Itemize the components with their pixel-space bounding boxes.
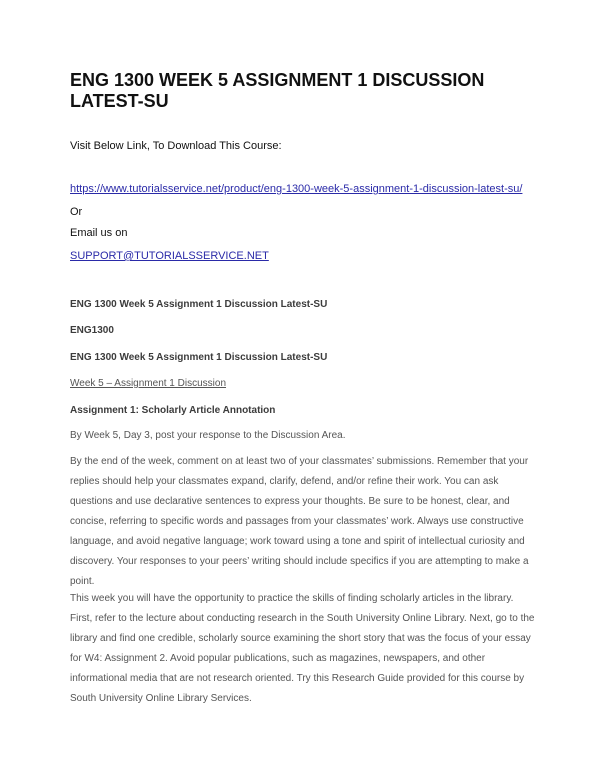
section-heading-2: ENG 1300 Week 5 Assignment 1 Discussion Latest-SU xyxy=(70,352,328,363)
or-text: Or xyxy=(70,206,83,218)
research-paragraph: This week you will have the opportunity to practice the skills of finding scholarly articles in the library. First, refer to the lecture about conducting research in the South University Online Library. Next, go to the library and find one credible, scholarly source examining the short story that was the focus of your essay for W4: Assignment 2. Avoid popular publications, such as magazines, newspapers, and other informational media that are not research oriented. Try this Research Guide provided for this course by South University Online Library Services. xyxy=(70,593,535,704)
instructions-paragraph: By the end of the week, comment on at least two of your classmates’ submissions. Remember that your replies should help your classmates expand, clarify, defend, and/or refine their work. You can ask questions and use declarative sentences to express your thoughts. Be sure to be honest, clear, and concise, referring to specific words and passages from your classmates’ work. Always use constructive language, and avoid negative language; work toward using a tone and spirit of intellectual curiosity and discovery. Your responses to your peers’ writing should include specifics if you are attempting to make a point. xyxy=(70,456,529,587)
visit-instruction: Visit Below Link, To Download This Course: xyxy=(70,140,282,152)
section-heading-1: ENG 1300 Week 5 Assignment 1 Discussion Latest-SU xyxy=(70,299,328,310)
email-us-text: Email us on xyxy=(70,227,128,239)
course-download-link[interactable]: https://www.tutorialsservice.net/product/eng-1300-week-5-assignment-1-discussion-latest-su/ xyxy=(70,183,523,195)
support-email-link[interactable]: SUPPORT@TUTORIALSSERVICE.NET xyxy=(70,250,269,262)
week-subheading: Week 5 – Assignment 1 Discussion xyxy=(70,378,227,389)
course-code-heading: ENG1300 xyxy=(70,325,114,336)
document-title: ENG 1300 WEEK 5 ASSIGNMENT 1 DISCUSSION LATEST-SU xyxy=(70,70,485,111)
assignment-title: Assignment 1: Scholarly Article Annotation xyxy=(70,405,276,416)
intro-paragraph: By Week 5, Day 3, post your response to the Discussion Area. xyxy=(70,430,346,441)
